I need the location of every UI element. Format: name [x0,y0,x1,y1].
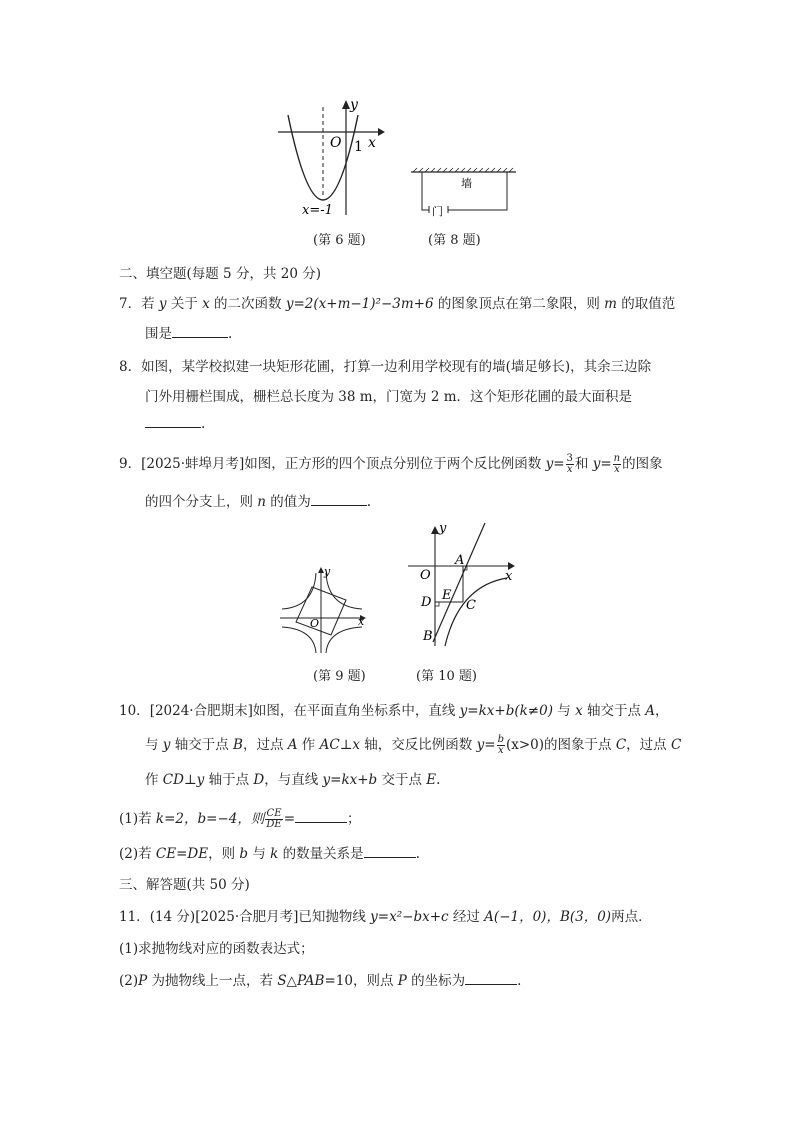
q10-line3: 作 CD⊥y 轴于点 D，与直线 y=kx+b 交于点 E. [145,772,441,788]
q8-line2: 门外用栅栏围成，栅栏总长度为 38 m，门宽为 2 m．这个矩形花圃的最大面积是 [145,389,633,405]
q10-part2: (2)若 CE=DE，则 b 与 k 的数量关系是 . [119,846,420,862]
hyperbola-branch [445,578,507,646]
figure-10-line-hyperbola [405,518,520,648]
q11-part2-blank [465,972,517,985]
q11-line1: 11．(14 分)[2025·合肥月考]已知抛物线 y=x²−bx+c 经过 A(−1，0)，B(3，0)两点． [119,909,652,925]
line-y-kx-b [433,523,485,642]
q10-part1-blank [295,810,347,823]
fig10-x-label: x [505,569,513,584]
branch-q4 [326,627,362,653]
fig9-caption: (第 9 题) [313,669,366,684]
q9-answer-blank [311,493,367,506]
fig10-origin: O [420,568,431,583]
q8-line3: . [145,415,205,432]
right-angle-D [435,602,439,606]
q10-frac-ce-de: $\frac{CE}{DE}$ [266,808,282,830]
figure-6-parabola [270,95,390,220]
branch-q2 [282,573,316,609]
wall-label: 墙 [461,177,472,190]
q7-line1: 7．若 y 关于 x 的二次函数 y=2(x+m−1)²−3m+6 的图象顶点在第二象限，则 m 的取值范 [119,296,676,312]
x-axis-arrow [378,128,385,136]
q11-part2: (2)P 为抛物线上一点，若 S△PAB=10，则点 P 的坐标为 . [119,973,522,989]
q7-func: y=2(x+m−1)²−3m+6 [285,296,434,312]
q10-num: 10． [119,703,150,719]
fig6-axis-note: x=-1 [302,203,333,218]
q8-num: 8． [119,359,142,375]
q10-frac-b-x: $\frac{b}{x}$ [497,734,504,756]
door-label: 门 [432,205,443,217]
fig10-caption: (第 10 题) [416,669,477,684]
fig8-caption: (第 8 题) [428,233,481,248]
fig10-point-C: C [466,598,476,613]
figure-8-garden [408,165,520,217]
q7-answer-blank [172,325,228,338]
q11-part1: (1)求抛物线对应的函数表达式； [119,941,314,957]
q10-part1: (1)若 k=2，b=−4，则 $\frac{CE}{DE}$ = ； [119,808,361,830]
q9-frac2: $\frac{n}{x}$ [613,453,621,475]
q9-frac1: $\frac{3}{x}$ [566,453,573,475]
y-axis-arrow [431,526,439,534]
q11-num: 11． [119,909,150,925]
fig9-y-label: y [324,565,331,578]
q10-line1: 10．[2024·合肥期末]如图，在平面直角坐标系中，直线 y=kx+b(k≠0) 与 x 轴交于点 A， [119,703,669,719]
fig9-origin: O [310,617,320,630]
fig10-point-A: A [455,553,465,568]
section-3-title: 三、解答题(共 50 分) [119,877,250,893]
q7-num: 7． [119,296,142,312]
fig6-caption: (第 6 题) [313,233,366,248]
q9-line1: 9．[2025·蚌埠月考]如图，正方形的四个顶点分别位于两个反比例函数 y= $\frac{3}{x}$ 和 y= $\frac{n}{x}$ 的图象 [119,453,663,475]
figure-9-hyperbola-square [278,563,370,655]
q9-num: 9． [119,456,142,472]
fig10-y-label: y [439,521,447,536]
fig10-point-B: B [423,629,433,644]
fig6-origin: O [330,135,342,151]
branch-q3 [282,627,316,653]
q9-line2: 的四个分支上，则 n 的值为 . [145,494,372,510]
fence-right [448,172,507,210]
fig9-x-label: x [358,615,365,628]
q7-line2: 围是 . [145,326,233,342]
fig10-point-E: E [442,588,452,603]
q10-line2: 与 y 轴交于点 B，过点 A 作 AC⊥x 轴，交反比例函数 y= $\frac{b}{x}$ (x>0)的图象于点 C，过点 C [145,734,682,756]
fig6-x-label: x [368,135,376,151]
q8-line1: 8．如图，某学校拟建一块矩形花圃，打算一边利用学校现有的墙(墙足够长)，其余三边除 [119,359,652,375]
fig6-y-label: y [350,97,358,113]
fig10-point-D: D [421,595,432,610]
q10-part2-blank [364,845,416,858]
section-2-title: 二、填空题(每题 5 分，共 20 分) [119,266,321,282]
fence-left [422,172,429,210]
q8-answer-blank [145,415,201,428]
y-axis-arrow [342,100,350,109]
fig6-one: 1 [354,139,363,155]
wall-hatch [413,168,513,172]
